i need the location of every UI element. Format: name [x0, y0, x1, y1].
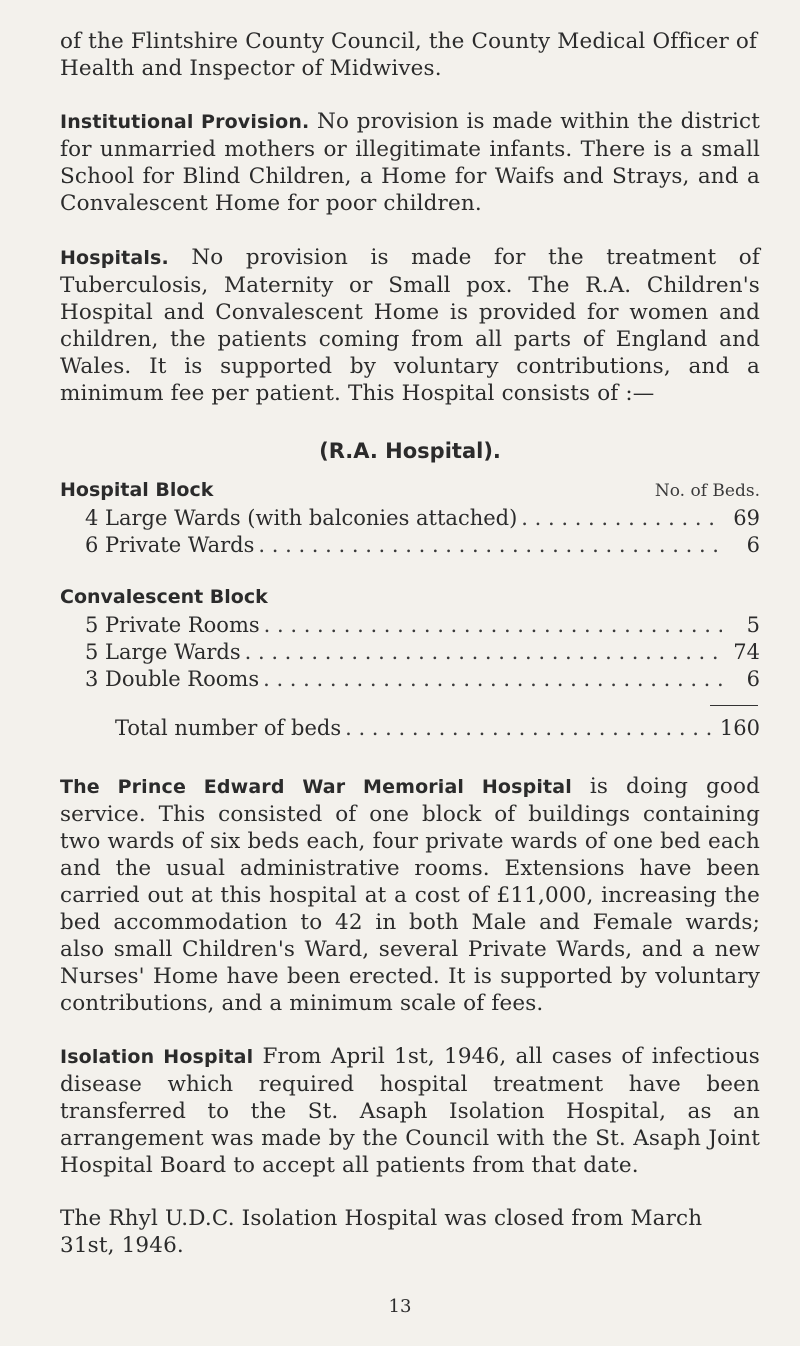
hospitals-paragraph: [60, 244, 760, 407]
table-row: [60, 506, 760, 533]
dot-leader: [264, 613, 722, 637]
row-label: 3 Double Rooms: [85, 667, 260, 691]
institutional-provision-heading: Institutional Provision.: [60, 111, 310, 133]
hospital-block-header-row: [60, 479, 760, 506]
total-rule: [710, 705, 758, 706]
prince-edward-paragraph: [60, 773, 760, 1017]
total-row: [60, 716, 760, 743]
isolation-text: From April 1st, 1946, all cases of infectious disease which required hospital treatment have been transferred to the St. Asaph Isolation Hospital, as an arrangement was made by the Council with the St. Asaph Joint Hospital Board to accept all patients from that date.: [60, 1044, 760, 1178]
row-beds: 6: [746, 667, 760, 691]
total-label: Total number of beds: [115, 716, 342, 740]
beds-column-header: No. of Beds.: [654, 481, 760, 501]
institutional-provision-text: No provision is made within the district for unmarried mothers or illegitimate infants. There is a small School for Blind Children, a Home for Waifs and Strays, and a Convalescent Home for poor children.: [60, 109, 761, 216]
row-beds: 6: [746, 533, 760, 557]
dot-leader: [345, 716, 716, 740]
row-label: 5 Private Rooms: [85, 613, 260, 637]
total-rule-row: [60, 694, 760, 716]
ra-hospital-title: (R.A. Hospital).: [319, 439, 501, 463]
row-label: 5 Large Wards: [85, 640, 241, 664]
hospital-block-heading: Hospital Block: [60, 479, 214, 501]
dot-leader: [521, 506, 722, 530]
table-row: [60, 613, 760, 640]
row-label: 4 Large Wards (with balconies attached): [85, 506, 518, 530]
prince-edward-heading: The Prince Edward War Memorial Hospital: [60, 776, 572, 798]
isolation-heading: Isolation Hospital: [60, 1046, 254, 1068]
document-page: [60, 28, 760, 1259]
table-row: [60, 640, 760, 667]
table-row: [60, 533, 760, 560]
intro-paragraph: of the Flintshire County Council, the County Medical Officer of Health and Inspector of Midwives.: [60, 29, 758, 81]
total-beds: 160: [719, 716, 760, 740]
dot-leader: [258, 533, 722, 557]
page-number: 13: [388, 1296, 412, 1317]
convalescent-block-heading: Convalescent Block: [60, 586, 268, 608]
row-label: 6 Private Wards: [85, 533, 255, 557]
row-beds: 74: [733, 640, 760, 664]
hospitals-heading: Hospitals.: [60, 247, 169, 269]
beds-table: [60, 479, 760, 743]
rhyl-paragraph: The Rhyl U.D.C. Isolation Hospital was closed from March 31st, 1946.: [60, 1206, 703, 1258]
table-row: [60, 667, 760, 694]
isolation-paragraph: [60, 1043, 760, 1179]
dot-leader: [245, 640, 722, 664]
institutional-provision-paragraph: [60, 108, 760, 217]
dot-leader: [263, 667, 722, 691]
convalescent-block-header-row: [60, 586, 760, 613]
row-beds: 69: [733, 506, 760, 530]
prince-edward-text: is doing good service. This consisted of one block of buildings containing two wards of six beds each, four private wards of one bed each and the usual administrative rooms. Extensions have been carried out at this hospital at a cost of £11,000, increasing the bed accommodation to 42 in both Male and Female wards; also small Children's Ward, several Private Wards, and a new Nurses' Home have been erected. It is supported by voluntary contributions, and a minimum scale of fees.: [60, 774, 761, 1016]
row-beds: 5: [746, 613, 760, 637]
hospitals-text: No provision is made for the treatment of Tuberculosis, Maternity or Small pox. The R.A. Children's Hospital and Convalescent Home is provided for women and children, the patients coming from all parts of England and Wales. It is supported by voluntary contributions, and a minimum fee per patient. This Hospital consists of :—: [60, 245, 761, 406]
